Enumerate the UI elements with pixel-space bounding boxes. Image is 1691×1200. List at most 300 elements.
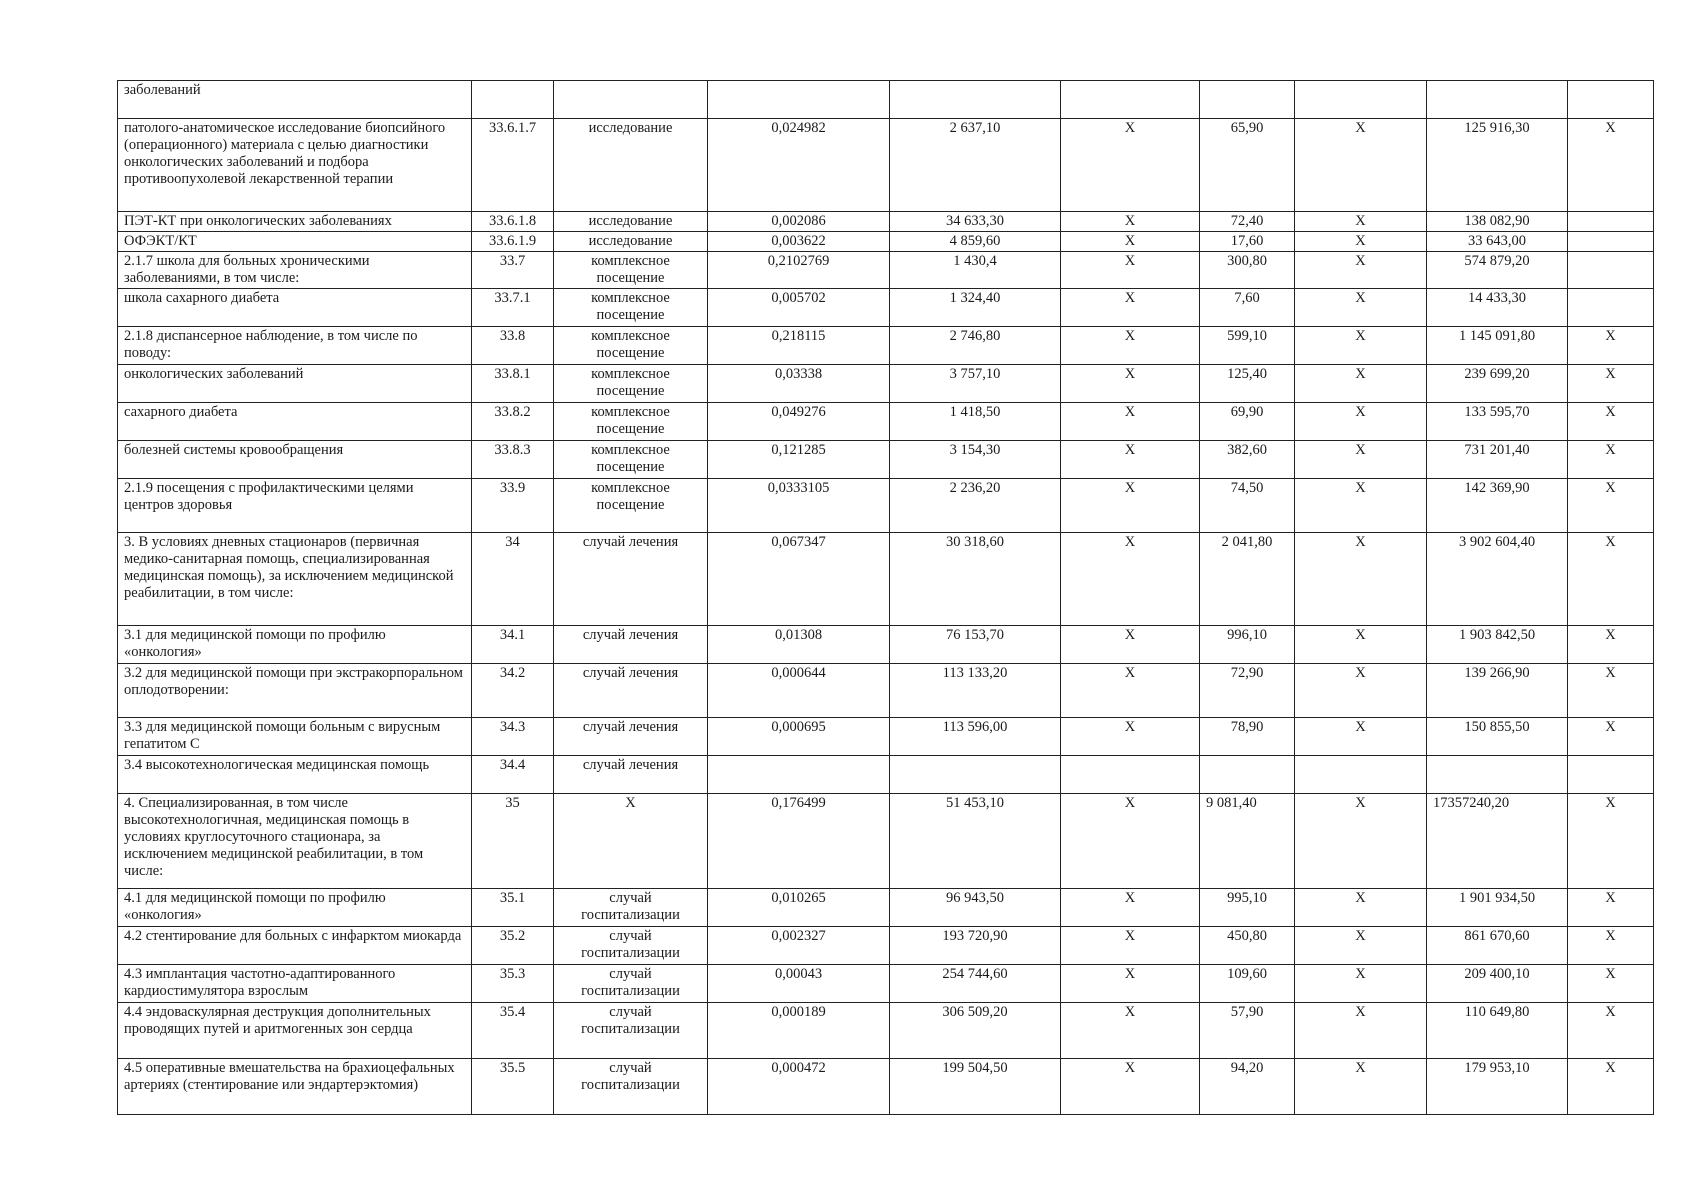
row-cost-cell bbox=[890, 479, 1061, 533]
row-unit-text: исследование bbox=[588, 233, 673, 249]
row-x3-cell bbox=[1568, 119, 1654, 212]
row-cost-cell bbox=[890, 441, 1061, 479]
row-unit-text: комплексное посещение bbox=[591, 366, 670, 399]
row-code-cell bbox=[472, 626, 554, 664]
row-norm-cell bbox=[708, 533, 890, 626]
row-code-cell bbox=[472, 119, 554, 212]
row-fin2-text: 179 953,10 bbox=[1464, 1060, 1530, 1076]
row-unit-text: комплексное посещение bbox=[591, 253, 670, 286]
row-cost-cell bbox=[890, 119, 1061, 212]
row-x1-text: X bbox=[1124, 253, 1136, 269]
row-cost-text: 113 596,00 bbox=[942, 719, 1008, 735]
row-unit-cell bbox=[554, 252, 708, 289]
row-name-cell bbox=[118, 718, 472, 756]
table-row bbox=[118, 365, 1654, 403]
row-unit-cell bbox=[554, 81, 708, 119]
row-cost-cell bbox=[890, 252, 1061, 289]
row-x1-cell bbox=[1061, 626, 1200, 664]
row-norm-cell bbox=[708, 965, 890, 1003]
row-code-text: 34.1 bbox=[499, 627, 526, 643]
row-fin1-text: 599,10 bbox=[1227, 328, 1267, 344]
row-x3-text: X bbox=[1605, 328, 1616, 344]
row-x2-text: X bbox=[1355, 719, 1366, 735]
row-name-text: 4.5 оперативные вмешательства на брахиоцефальных артериях (стентирование или эндартерэктомия) bbox=[124, 1060, 455, 1093]
row-cost-cell bbox=[890, 794, 1061, 889]
row-cost-cell bbox=[890, 212, 1061, 232]
row-fin2-cell bbox=[1427, 119, 1568, 212]
row-norm-text: 0,00043 bbox=[774, 966, 823, 982]
row-fin1-cell bbox=[1200, 327, 1295, 365]
row-fin2-text: 239 699,20 bbox=[1464, 366, 1530, 382]
row-name-cell bbox=[118, 756, 472, 794]
table-row bbox=[118, 479, 1654, 533]
row-norm-text: 0,002086 bbox=[771, 213, 826, 229]
row-norm-cell bbox=[708, 794, 890, 889]
row-code-text: 34.2 bbox=[499, 665, 526, 681]
row-fin2-text: 209 400,10 bbox=[1464, 966, 1530, 982]
row-cost-text: 3 757,10 bbox=[949, 366, 1001, 382]
row-unit-text: случай лечения bbox=[582, 627, 679, 643]
row-x3-text: X bbox=[1605, 404, 1616, 420]
row-fin2-cell bbox=[1427, 927, 1568, 965]
table-row bbox=[118, 664, 1654, 718]
row-x2-text: X bbox=[1355, 1060, 1366, 1076]
row-cost-text: 199 504,50 bbox=[942, 1060, 1008, 1076]
row-fin2-cell bbox=[1427, 479, 1568, 533]
row-fin1-cell bbox=[1200, 81, 1295, 119]
row-code-text: 34 bbox=[505, 534, 520, 550]
row-fin1-cell bbox=[1200, 365, 1295, 403]
row-unit-text: случай госпитализации bbox=[581, 966, 680, 999]
row-x1-text: X bbox=[1124, 290, 1136, 306]
row-x3-text: X bbox=[1605, 1060, 1616, 1076]
row-x2-text: X bbox=[1355, 290, 1366, 306]
row-x3-text: X bbox=[1605, 442, 1616, 458]
row-name-cell bbox=[118, 403, 472, 441]
row-norm-cell bbox=[708, 232, 890, 252]
row-code-text: 34.4 bbox=[499, 757, 526, 773]
row-fin1-cell bbox=[1200, 289, 1295, 327]
row-x3-cell bbox=[1568, 927, 1654, 965]
row-fin2-cell bbox=[1427, 327, 1568, 365]
row-fin1-text: 995,10 bbox=[1227, 890, 1267, 906]
row-code-cell bbox=[472, 756, 554, 794]
row-unit-text: комплексное посещение bbox=[591, 442, 670, 475]
row-x1-cell bbox=[1061, 1059, 1200, 1115]
row-cost-cell bbox=[890, 965, 1061, 1003]
row-norm-cell bbox=[708, 119, 890, 212]
row-x1-cell bbox=[1061, 533, 1200, 626]
row-code-text: 35.2 bbox=[499, 928, 526, 944]
row-x3-cell bbox=[1568, 479, 1654, 533]
row-cost-text: 113 133,20 bbox=[942, 665, 1008, 681]
row-x3-cell bbox=[1568, 252, 1654, 289]
row-norm-cell bbox=[708, 403, 890, 441]
row-x1-cell bbox=[1061, 327, 1200, 365]
row-norm-text: 0,176499 bbox=[771, 795, 826, 811]
row-name-text: 4.3 имплантация частотно-адаптированного кардиостимулятора взрослым bbox=[124, 966, 396, 999]
row-unit-text: исследование bbox=[588, 213, 673, 229]
row-fin1-text: 7,60 bbox=[1234, 290, 1260, 306]
row-fin2-text: 1 145 091,80 bbox=[1458, 328, 1536, 344]
row-x1-cell bbox=[1061, 927, 1200, 965]
row-code-cell bbox=[472, 1003, 554, 1059]
table-row bbox=[118, 927, 1654, 965]
row-unit-cell bbox=[554, 441, 708, 479]
row-x3-text: X bbox=[1605, 627, 1616, 643]
row-x1-cell bbox=[1061, 289, 1200, 327]
row-fin1-cell bbox=[1200, 1003, 1295, 1059]
row-fin2-cell bbox=[1427, 81, 1568, 119]
row-x2-cell bbox=[1295, 1003, 1427, 1059]
row-x1-cell bbox=[1061, 441, 1200, 479]
row-unit-cell bbox=[554, 626, 708, 664]
row-x2-text: X bbox=[1355, 627, 1366, 643]
row-cost-cell bbox=[890, 533, 1061, 626]
row-code-cell bbox=[472, 441, 554, 479]
row-code-text: 33.6.1.9 bbox=[488, 233, 537, 249]
row-fin2-text: 139 266,90 bbox=[1464, 665, 1530, 681]
row-fin2-cell bbox=[1427, 1003, 1568, 1059]
row-x1-text: X bbox=[1124, 966, 1136, 982]
row-cost-cell bbox=[890, 327, 1061, 365]
row-fin2-cell bbox=[1427, 756, 1568, 794]
row-fin1-text: 17,60 bbox=[1230, 233, 1264, 249]
row-cost-text: 254 744,60 bbox=[942, 966, 1008, 982]
row-unit-cell bbox=[554, 533, 708, 626]
row-norm-text: 0,002327 bbox=[771, 928, 826, 944]
row-norm-cell bbox=[708, 479, 890, 533]
row-x2-cell bbox=[1295, 441, 1427, 479]
row-code-text: 33.8.3 bbox=[494, 442, 531, 458]
row-fin1-cell bbox=[1200, 927, 1295, 965]
row-x1-cell bbox=[1061, 965, 1200, 1003]
row-cost-text: 96 943,50 bbox=[946, 890, 1004, 906]
row-x3-cell bbox=[1568, 81, 1654, 119]
row-fin2-text: 133 595,70 bbox=[1464, 404, 1530, 420]
row-unit-cell bbox=[554, 119, 708, 212]
row-x3-text: X bbox=[1605, 366, 1616, 382]
table-row bbox=[118, 965, 1654, 1003]
row-x1-cell bbox=[1061, 479, 1200, 533]
table-row bbox=[118, 441, 1654, 479]
row-name-text: ПЭТ-КТ при онкологических заболеваниях bbox=[124, 213, 392, 229]
row-name-text: ОФЭКТ/КТ bbox=[124, 233, 197, 249]
row-x1-text: X bbox=[1124, 213, 1136, 229]
row-x1-cell bbox=[1061, 119, 1200, 212]
row-x3-text: X bbox=[1605, 534, 1616, 550]
row-code-cell bbox=[472, 794, 554, 889]
row-code-text: 35 bbox=[505, 795, 520, 811]
row-x3-cell bbox=[1568, 403, 1654, 441]
row-name-text: онкологических заболеваний bbox=[124, 366, 304, 382]
table-row bbox=[118, 119, 1654, 212]
row-x1-cell bbox=[1061, 365, 1200, 403]
row-fin1-text: 996,10 bbox=[1227, 627, 1267, 643]
row-fin2-cell bbox=[1427, 365, 1568, 403]
row-norm-cell bbox=[708, 252, 890, 289]
row-fin2-cell bbox=[1427, 664, 1568, 718]
row-x1-text: X bbox=[1124, 442, 1136, 458]
row-x3-cell bbox=[1568, 289, 1654, 327]
row-fin1-text: 72,40 bbox=[1230, 213, 1264, 229]
row-name-cell bbox=[118, 212, 472, 232]
row-code-text: 35.3 bbox=[499, 966, 526, 982]
row-fin1-cell bbox=[1200, 626, 1295, 664]
row-norm-text: 0,000189 bbox=[771, 1004, 826, 1020]
row-x1-cell bbox=[1061, 664, 1200, 718]
row-x1-cell bbox=[1061, 756, 1200, 794]
row-fin1-cell bbox=[1200, 212, 1295, 232]
row-x3-cell bbox=[1568, 965, 1654, 1003]
row-unit-cell bbox=[554, 327, 708, 365]
row-name-text: 4.4 эндоваскулярная деструкция дополнительных проводящих путей и аритмогенных зон сердца bbox=[124, 1004, 431, 1037]
row-fin1-text: 78,90 bbox=[1230, 719, 1264, 735]
row-fin1-cell bbox=[1200, 232, 1295, 252]
row-name-text: 2.1.9 посещения с профилактическими целями центров здоровья bbox=[124, 480, 414, 513]
row-x3-text: X bbox=[1605, 1004, 1616, 1020]
row-cost-text: 34 633,30 bbox=[946, 213, 1004, 229]
row-x2-cell bbox=[1295, 794, 1427, 889]
row-name-cell bbox=[118, 479, 472, 533]
row-fin1-cell bbox=[1200, 479, 1295, 533]
row-code-cell bbox=[472, 965, 554, 1003]
row-norm-text: 0,003622 bbox=[771, 233, 826, 249]
table-row bbox=[118, 718, 1654, 756]
row-fin2-cell bbox=[1427, 626, 1568, 664]
row-cost-text: 30 318,60 bbox=[946, 534, 1004, 550]
row-norm-cell bbox=[708, 626, 890, 664]
row-x3-cell bbox=[1568, 626, 1654, 664]
row-x3-text: X bbox=[1605, 120, 1616, 136]
row-norm-cell bbox=[708, 756, 890, 794]
row-norm-cell bbox=[708, 718, 890, 756]
row-name-cell bbox=[118, 889, 472, 927]
row-fin1-text: 2 041,80 bbox=[1221, 534, 1273, 550]
row-cost-text: 1 324,40 bbox=[949, 290, 1001, 306]
table-row bbox=[118, 1003, 1654, 1059]
row-x1-cell bbox=[1061, 718, 1200, 756]
row-name-text: 4.1 для медицинской помощи по профилю «онкология» bbox=[124, 890, 386, 923]
row-fin2-text: 1 901 934,50 bbox=[1458, 890, 1536, 906]
row-x2-cell bbox=[1295, 1059, 1427, 1115]
row-code-cell bbox=[472, 252, 554, 289]
table-row bbox=[118, 289, 1654, 327]
row-fin1-text: 109,60 bbox=[1227, 966, 1267, 982]
row-code-text: 33.9 bbox=[499, 480, 526, 496]
row-x1-text: X bbox=[1124, 480, 1136, 496]
row-x1-text: X bbox=[1124, 120, 1136, 136]
row-fin1-cell bbox=[1200, 664, 1295, 718]
row-fin1-text: 9 081,40 bbox=[1206, 795, 1257, 811]
row-norm-cell bbox=[708, 889, 890, 927]
row-cost-cell bbox=[890, 81, 1061, 119]
row-cost-text: 1 418,50 bbox=[949, 404, 1001, 420]
row-x1-text: X bbox=[1124, 627, 1136, 643]
table-row bbox=[118, 81, 1654, 119]
row-code-text: 33.7.1 bbox=[494, 290, 531, 306]
row-x2-text: X bbox=[1355, 534, 1366, 550]
row-x3-cell bbox=[1568, 1003, 1654, 1059]
row-cost-cell bbox=[890, 664, 1061, 718]
row-x2-cell bbox=[1295, 965, 1427, 1003]
row-x2-text: X bbox=[1355, 253, 1366, 269]
table-row bbox=[118, 252, 1654, 289]
row-x3-cell bbox=[1568, 664, 1654, 718]
row-x1-cell bbox=[1061, 403, 1200, 441]
row-cost-text: 2 637,10 bbox=[949, 120, 1001, 136]
row-x3-cell bbox=[1568, 794, 1654, 889]
row-norm-text: 0,03338 bbox=[774, 366, 823, 382]
row-fin2-text: 14 433,30 bbox=[1468, 290, 1526, 306]
row-unit-cell bbox=[554, 756, 708, 794]
row-unit-text: случай госпитализации bbox=[581, 1060, 680, 1093]
row-cost-text: 51 453,10 bbox=[946, 795, 1004, 811]
row-name-text: 3.1 для медицинской помощи по профилю «онкология» bbox=[124, 627, 386, 660]
row-cost-cell bbox=[890, 289, 1061, 327]
table-row bbox=[118, 533, 1654, 626]
row-cost-cell bbox=[890, 232, 1061, 252]
row-unit-text: случай госпитализации bbox=[581, 1004, 680, 1037]
row-fin1-cell bbox=[1200, 756, 1295, 794]
row-x1-cell bbox=[1061, 794, 1200, 889]
row-x2-text: X bbox=[1355, 328, 1366, 344]
row-x2-cell bbox=[1295, 212, 1427, 232]
row-cost-cell bbox=[890, 718, 1061, 756]
row-norm-cell bbox=[708, 289, 890, 327]
row-norm-text: 0,01308 bbox=[774, 627, 823, 643]
row-x2-text: X bbox=[1355, 120, 1366, 136]
row-code-text: 34.3 bbox=[499, 719, 526, 735]
row-norm-cell bbox=[708, 664, 890, 718]
row-fin2-cell bbox=[1427, 889, 1568, 927]
row-fin2-cell bbox=[1427, 718, 1568, 756]
row-x2-cell bbox=[1295, 756, 1427, 794]
row-x2-text: X bbox=[1355, 665, 1366, 681]
row-x2-text: X bbox=[1355, 795, 1366, 811]
row-fin1-text: 72,90 bbox=[1230, 665, 1264, 681]
row-fin1-text: 69,90 bbox=[1230, 404, 1264, 420]
row-x2-cell bbox=[1295, 889, 1427, 927]
row-x1-text: X bbox=[1124, 795, 1136, 811]
row-norm-text: 0,010265 bbox=[771, 890, 826, 906]
row-fin2-cell bbox=[1427, 212, 1568, 232]
row-name-text: патолого-анатомическое исследование биопсийного (операционного) материала с целью диагностики онкологических заболеваний и подбора противоопухолевой лекарственной терапии bbox=[124, 120, 446, 187]
row-unit-text: комплексное посещение bbox=[591, 480, 670, 513]
row-name-cell bbox=[118, 81, 472, 119]
row-unit-cell bbox=[554, 232, 708, 252]
row-name-cell bbox=[118, 365, 472, 403]
row-name-cell bbox=[118, 965, 472, 1003]
row-x2-cell bbox=[1295, 626, 1427, 664]
row-name-text: 4.2 стентирование для больных с инфарктом миокарда bbox=[124, 928, 462, 944]
row-fin2-text: 3 902 604,40 bbox=[1458, 534, 1536, 550]
row-x2-cell bbox=[1295, 232, 1427, 252]
row-unit-cell bbox=[554, 965, 708, 1003]
row-unit-cell bbox=[554, 1059, 708, 1115]
row-x1-cell bbox=[1061, 252, 1200, 289]
row-x1-cell bbox=[1061, 889, 1200, 927]
row-x1-text: X bbox=[1124, 366, 1136, 382]
row-x2-cell bbox=[1295, 664, 1427, 718]
row-name-text: 4. Специализированная, в том числе высокотехнологичная, медицинская помощь в условиях круглосуточного стационара, за исключением медицинской реабилитации, в том числе: bbox=[124, 795, 424, 879]
row-x2-cell bbox=[1295, 327, 1427, 365]
row-x1-text: X bbox=[1124, 719, 1136, 735]
row-fin2-text: 574 879,20 bbox=[1464, 253, 1530, 269]
row-fin1-text: 65,90 bbox=[1230, 120, 1264, 136]
row-code-text: 33.7 bbox=[499, 253, 526, 269]
row-norm-cell bbox=[708, 1003, 890, 1059]
row-name-text: 3.4 высокотехнологическая медицинская помощь bbox=[124, 757, 430, 773]
table-row bbox=[118, 212, 1654, 232]
row-x1-cell bbox=[1061, 1003, 1200, 1059]
row-fin2-cell bbox=[1427, 289, 1568, 327]
row-x1-text: X bbox=[1124, 233, 1136, 249]
row-x3-text: X bbox=[1605, 928, 1616, 944]
row-code-cell bbox=[472, 889, 554, 927]
row-cost-text: 2 236,20 bbox=[949, 480, 1001, 496]
row-code-cell bbox=[472, 365, 554, 403]
row-name-cell bbox=[118, 1059, 472, 1115]
row-x2-text: X bbox=[1355, 233, 1366, 249]
row-norm-cell bbox=[708, 441, 890, 479]
row-fin2-text: 138 082,90 bbox=[1464, 213, 1530, 229]
row-x3-cell bbox=[1568, 212, 1654, 232]
table-row bbox=[118, 1059, 1654, 1115]
row-code-text: 33.6.1.7 bbox=[488, 120, 537, 136]
table-row bbox=[118, 327, 1654, 365]
row-x3-cell bbox=[1568, 441, 1654, 479]
row-norm-text: 0,0333105 bbox=[767, 480, 830, 496]
row-fin1-cell bbox=[1200, 965, 1295, 1003]
row-name-cell bbox=[118, 289, 472, 327]
row-norm-text: 0,000695 bbox=[771, 719, 826, 735]
row-code-text: 33.8 bbox=[499, 328, 526, 344]
row-fin1-text: 74,50 bbox=[1230, 480, 1264, 496]
row-fin1-text: 125,40 bbox=[1227, 366, 1267, 382]
row-x1-text: X bbox=[1124, 928, 1136, 944]
row-x2-cell bbox=[1295, 403, 1427, 441]
row-x2-cell bbox=[1295, 81, 1427, 119]
row-cost-cell bbox=[890, 1003, 1061, 1059]
row-norm-cell bbox=[708, 1059, 890, 1115]
row-unit-text: случай лечения bbox=[582, 534, 679, 550]
row-name-cell bbox=[118, 794, 472, 889]
row-fin1-cell bbox=[1200, 718, 1295, 756]
row-x3-text: X bbox=[1605, 665, 1616, 681]
row-name-cell bbox=[118, 664, 472, 718]
row-cost-text: 306 509,20 bbox=[942, 1004, 1008, 1020]
row-code-text: 35.1 bbox=[499, 890, 526, 906]
row-x2-cell bbox=[1295, 479, 1427, 533]
row-code-cell bbox=[472, 479, 554, 533]
row-unit-cell bbox=[554, 889, 708, 927]
row-name-text: 3.2 для медицинской помощи при экстракорпоральном оплодотворении: bbox=[124, 665, 463, 698]
row-x3-cell bbox=[1568, 1059, 1654, 1115]
row-code-cell bbox=[472, 927, 554, 965]
row-cost-cell bbox=[890, 756, 1061, 794]
row-fin2-cell bbox=[1427, 794, 1568, 889]
row-name-cell bbox=[118, 232, 472, 252]
row-norm-text: 0,049276 bbox=[771, 404, 826, 420]
table-body bbox=[118, 81, 1654, 1115]
row-x2-cell bbox=[1295, 718, 1427, 756]
row-cost-cell bbox=[890, 1059, 1061, 1115]
row-x2-text: X bbox=[1355, 890, 1366, 906]
row-x2-text: X bbox=[1355, 966, 1366, 982]
row-unit-text: исследование bbox=[588, 120, 673, 136]
row-name-text: 2.1.7 школа для больных хроническими заболеваниями, в том числе: bbox=[124, 253, 370, 286]
